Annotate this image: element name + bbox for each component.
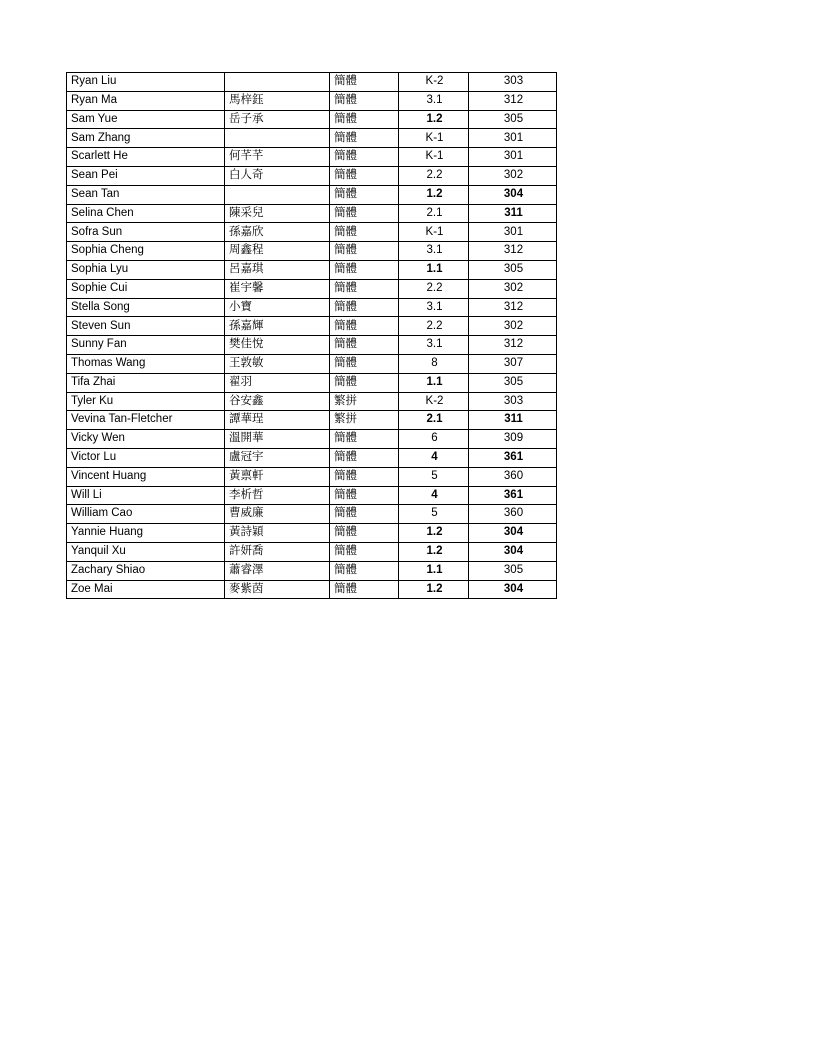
student-chinese-name-cell: 樊佳悅 <box>225 336 330 355</box>
script-type-cell: 簡體 <box>330 91 399 110</box>
class-level-cell: 1.1 <box>399 260 469 279</box>
room-number-cell: 305 <box>469 260 557 279</box>
student-chinese-name-cell: 翟羽 <box>225 373 330 392</box>
room-number-cell: 304 <box>469 185 557 204</box>
table-row <box>67 467 557 486</box>
student-english-name-cell: Sophie Cui <box>67 279 225 298</box>
table-row <box>67 298 557 317</box>
class-level-cell: K-2 <box>399 392 469 411</box>
script-type-cell: 簡體 <box>330 242 399 261</box>
student-chinese-name-cell: 曹威廉 <box>225 505 330 524</box>
room-number-cell: 360 <box>469 467 557 486</box>
script-type-cell: 簡體 <box>330 279 399 298</box>
table-row <box>67 223 557 242</box>
student-chinese-name-cell: 譚華珵 <box>225 411 330 430</box>
script-type-cell: 簡體 <box>330 110 399 129</box>
room-number-cell: 302 <box>469 317 557 336</box>
class-level-cell: K-1 <box>399 129 469 148</box>
class-level-cell: K-1 <box>399 148 469 167</box>
room-number-cell: 305 <box>469 373 557 392</box>
student-english-name-cell: Ryan Ma <box>67 91 225 110</box>
table-row <box>67 524 557 543</box>
student-chinese-name-cell: 陳采兒 <box>225 204 330 223</box>
script-type-cell: 簡體 <box>330 204 399 223</box>
student-table <box>66 72 557 599</box>
class-level-cell: 1.1 <box>399 373 469 392</box>
table-row <box>67 166 557 185</box>
student-english-name-cell: Stella Song <box>67 298 225 317</box>
student-english-name-cell: Victor Lu <box>67 448 225 467</box>
table-row <box>67 486 557 505</box>
table-row <box>67 73 557 92</box>
student-chinese-name-cell: 小寶 <box>225 298 330 317</box>
student-chinese-name-cell: 何芊芊 <box>225 148 330 167</box>
student-chinese-name-cell: 孫嘉輝 <box>225 317 330 336</box>
room-number-cell: 302 <box>469 166 557 185</box>
student-english-name-cell: Sofra Sun <box>67 223 225 242</box>
script-type-cell: 繁拼 <box>330 411 399 430</box>
room-number-cell: 309 <box>469 430 557 449</box>
student-chinese-name-cell: 呂嘉琪 <box>225 260 330 279</box>
student-english-name-cell: Selina Chen <box>67 204 225 223</box>
class-level-cell: 1.2 <box>399 580 469 599</box>
script-type-cell: 簡體 <box>330 542 399 561</box>
script-type-cell: 簡體 <box>330 486 399 505</box>
class-level-cell: 3.1 <box>399 298 469 317</box>
class-level-cell: 8 <box>399 354 469 373</box>
class-level-cell: 3.1 <box>399 242 469 261</box>
script-type-cell: 簡體 <box>330 336 399 355</box>
class-level-cell: 6 <box>399 430 469 449</box>
student-chinese-name-cell <box>225 73 330 92</box>
room-number-cell: 360 <box>469 505 557 524</box>
room-number-cell: 307 <box>469 354 557 373</box>
student-english-name-cell: Vicky Wen <box>67 430 225 449</box>
class-level-cell: 2.2 <box>399 317 469 336</box>
room-number-cell: 301 <box>469 148 557 167</box>
class-level-cell: 1.2 <box>399 542 469 561</box>
student-chinese-name-cell: 谷安鑫 <box>225 392 330 411</box>
table-row <box>67 185 557 204</box>
script-type-cell: 簡體 <box>330 430 399 449</box>
class-level-cell: 1.2 <box>399 524 469 543</box>
script-type-cell: 簡體 <box>330 354 399 373</box>
student-table-body <box>67 73 557 599</box>
student-english-name-cell: Ryan Liu <box>67 73 225 92</box>
student-english-name-cell: Sam Zhang <box>67 129 225 148</box>
class-level-cell: 2.1 <box>399 204 469 223</box>
student-chinese-name-cell: 孫嘉欣 <box>225 223 330 242</box>
room-number-cell: 303 <box>469 73 557 92</box>
script-type-cell: 簡體 <box>330 524 399 543</box>
student-chinese-name-cell: 岳子承 <box>225 110 330 129</box>
student-english-name-cell: Sophia Lyu <box>67 260 225 279</box>
room-number-cell: 304 <box>469 542 557 561</box>
script-type-cell: 簡體 <box>330 317 399 336</box>
room-number-cell: 361 <box>469 448 557 467</box>
class-level-cell: 3.1 <box>399 91 469 110</box>
student-english-name-cell: Thomas Wang <box>67 354 225 373</box>
table-row <box>67 580 557 599</box>
table-row <box>67 129 557 148</box>
class-level-cell: 1.1 <box>399 561 469 580</box>
room-number-cell: 312 <box>469 298 557 317</box>
table-row <box>67 148 557 167</box>
class-level-cell: 2.2 <box>399 279 469 298</box>
class-level-cell: 3.1 <box>399 336 469 355</box>
student-chinese-name-cell: 許妍喬 <box>225 542 330 561</box>
room-number-cell: 301 <box>469 129 557 148</box>
table-row <box>67 91 557 110</box>
student-chinese-name-cell: 黃詩穎 <box>225 524 330 543</box>
class-level-cell: K-2 <box>399 73 469 92</box>
table-row <box>67 430 557 449</box>
student-chinese-name-cell: 蕭睿澤 <box>225 561 330 580</box>
script-type-cell: 簡體 <box>330 129 399 148</box>
class-level-cell: 4 <box>399 448 469 467</box>
student-english-name-cell: Sam Yue <box>67 110 225 129</box>
room-number-cell: 305 <box>469 561 557 580</box>
room-number-cell: 311 <box>469 411 557 430</box>
student-chinese-name-cell <box>225 185 330 204</box>
room-number-cell: 311 <box>469 204 557 223</box>
student-english-name-cell: Yannie Huang <box>67 524 225 543</box>
table-row <box>67 260 557 279</box>
class-level-cell: 4 <box>399 486 469 505</box>
student-chinese-name-cell: 周鑫程 <box>225 242 330 261</box>
table-row <box>67 561 557 580</box>
table-row <box>67 317 557 336</box>
student-chinese-name-cell: 溫開華 <box>225 430 330 449</box>
student-english-name-cell: Will Li <box>67 486 225 505</box>
student-english-name-cell: Tifa Zhai <box>67 373 225 392</box>
script-type-cell: 簡體 <box>330 223 399 242</box>
student-chinese-name-cell: 盧冠宇 <box>225 448 330 467</box>
class-level-cell: 5 <box>399 467 469 486</box>
class-level-cell: 1.2 <box>399 110 469 129</box>
student-english-name-cell: Sean Tan <box>67 185 225 204</box>
table-row <box>67 505 557 524</box>
script-type-cell: 簡體 <box>330 505 399 524</box>
student-english-name-cell: Sunny Fan <box>67 336 225 355</box>
student-chinese-name-cell: 崔宇馨 <box>225 279 330 298</box>
student-english-name-cell: Sophia Cheng <box>67 242 225 261</box>
student-english-name-cell: William Cao <box>67 505 225 524</box>
student-english-name-cell: Zoe Mai <box>67 580 225 599</box>
table-row <box>67 110 557 129</box>
student-chinese-name-cell: 麥紫茵 <box>225 580 330 599</box>
student-english-name-cell: Vincent Huang <box>67 467 225 486</box>
script-type-cell: 簡體 <box>330 185 399 204</box>
script-type-cell: 簡體 <box>330 373 399 392</box>
student-chinese-name-cell: 黃禀軒 <box>225 467 330 486</box>
table-row <box>67 204 557 223</box>
table-row <box>67 542 557 561</box>
room-number-cell: 312 <box>469 91 557 110</box>
table-row <box>67 354 557 373</box>
room-number-cell: 312 <box>469 242 557 261</box>
student-english-name-cell: Steven Sun <box>67 317 225 336</box>
student-english-name-cell: Zachary Shiao <box>67 561 225 580</box>
room-number-cell: 301 <box>469 223 557 242</box>
table-row <box>67 448 557 467</box>
room-number-cell: 305 <box>469 110 557 129</box>
table-row <box>67 373 557 392</box>
table-row <box>67 242 557 261</box>
student-chinese-name-cell: 白人奇 <box>225 166 330 185</box>
table-row <box>67 279 557 298</box>
script-type-cell: 簡體 <box>330 73 399 92</box>
script-type-cell: 簡體 <box>330 166 399 185</box>
student-chinese-name-cell: 馬梓鈺 <box>225 91 330 110</box>
student-english-name-cell: Sean Pei <box>67 166 225 185</box>
student-english-name-cell: Tyler Ku <box>67 392 225 411</box>
student-chinese-name-cell <box>225 129 330 148</box>
student-english-name-cell: Yanquil Xu <box>67 542 225 561</box>
script-type-cell: 簡體 <box>330 298 399 317</box>
class-level-cell: 5 <box>399 505 469 524</box>
script-type-cell: 簡體 <box>330 467 399 486</box>
script-type-cell: 繁拼 <box>330 392 399 411</box>
class-level-cell: 2.1 <box>399 411 469 430</box>
script-type-cell: 簡體 <box>330 580 399 599</box>
room-number-cell: 312 <box>469 336 557 355</box>
room-number-cell: 303 <box>469 392 557 411</box>
script-type-cell: 簡體 <box>330 148 399 167</box>
table-row <box>67 336 557 355</box>
script-type-cell: 簡體 <box>330 260 399 279</box>
room-number-cell: 361 <box>469 486 557 505</box>
room-number-cell: 302 <box>469 279 557 298</box>
room-number-cell: 304 <box>469 580 557 599</box>
room-number-cell: 304 <box>469 524 557 543</box>
student-chinese-name-cell: 李析哲 <box>225 486 330 505</box>
class-level-cell: 1.2 <box>399 185 469 204</box>
table-row <box>67 411 557 430</box>
student-english-name-cell: Scarlett He <box>67 148 225 167</box>
table-row <box>67 392 557 411</box>
class-level-cell: K-1 <box>399 223 469 242</box>
script-type-cell: 簡體 <box>330 561 399 580</box>
student-chinese-name-cell: 王敦敏 <box>225 354 330 373</box>
student-english-name-cell: Vevina Tan-Fletcher <box>67 411 225 430</box>
class-level-cell: 2.2 <box>399 166 469 185</box>
script-type-cell: 簡體 <box>330 448 399 467</box>
